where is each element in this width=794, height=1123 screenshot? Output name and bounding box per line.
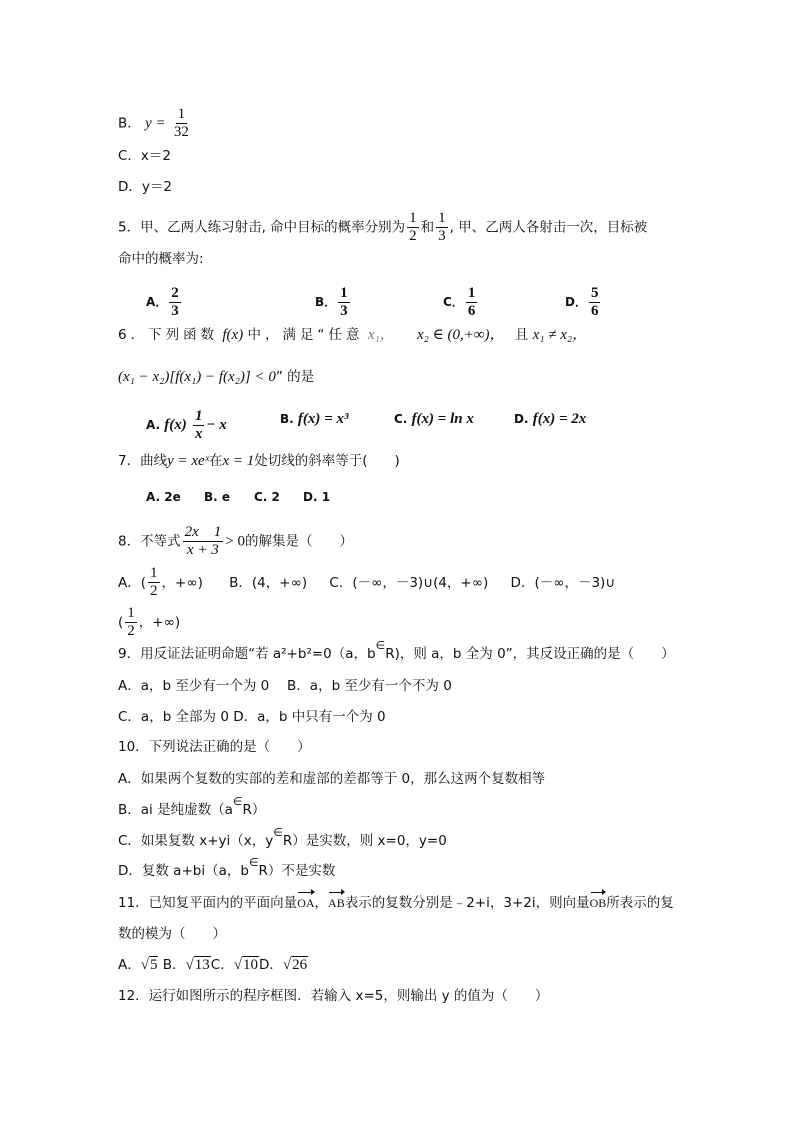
q5-option-b [315, 285, 352, 320]
vector-ab: AB [328, 896, 345, 910]
q8-options [118, 565, 615, 600]
denominator: 6 [590, 303, 599, 319]
q7-option-a: A. 2e [146, 490, 181, 504]
interval-text: ，+∞) [161, 574, 203, 591]
stem-text: 在 [208, 453, 223, 469]
fraction [125, 605, 137, 640]
option-text: R） [242, 802, 266, 818]
q7-stem [118, 452, 400, 470]
math-expr: > 0 [225, 533, 245, 550]
stem-text: 所表示的复 [606, 895, 674, 911]
sqrt-expr: √13 [185, 957, 210, 973]
math-expr: x = 1 [222, 453, 255, 469]
option-label: D. [514, 412, 529, 426]
denominator: 2 [409, 228, 417, 244]
q5-option-c [443, 285, 479, 320]
interval-text: ，+∞) [138, 614, 181, 631]
q7-option-d: D. 1 [303, 490, 331, 504]
math-expr: y = [145, 115, 166, 132]
q4-option-d: D．y＝2 [118, 179, 172, 195]
sqrt-expr: √10 [233, 957, 258, 973]
numerator: 1 [150, 565, 158, 581]
q9-options-cd: C．a，b 全部为 0 D．a，b 中只有一个为 0 [118, 709, 386, 725]
denominator: 3 [438, 228, 446, 244]
math-expr: f(x) [164, 417, 187, 433]
q6-condition [118, 368, 314, 386]
q8-option-d-cont [118, 605, 180, 640]
math-expr: x₁， [367, 327, 395, 343]
denominator: 3 [171, 303, 179, 319]
denominator: x [194, 426, 203, 442]
option-label: C. [394, 412, 408, 426]
element-of-symbol: ∈ [248, 856, 259, 869]
denominator: 2 [150, 583, 158, 599]
denominator: 2 [127, 623, 135, 639]
fraction [148, 565, 160, 600]
numerator: 1 [438, 210, 446, 226]
option-label: B． [118, 115, 141, 132]
denominator: 6 [467, 303, 476, 319]
sqrt-expr: √5 [140, 957, 158, 973]
stem-text: 9．用反证法证明命题“若 a²+b²=0（a，b [118, 646, 376, 662]
vector-ob: OB [589, 896, 607, 910]
fraction [172, 106, 191, 141]
q4-option-c: C．x＝2 [118, 148, 172, 164]
denominator: x + 3 [187, 542, 219, 558]
stem-text: 中，满足“任意 [247, 327, 364, 343]
radicand: 13 [194, 957, 210, 973]
stem-text: ， [314, 895, 329, 911]
element-of-symbol: ∈ [273, 826, 283, 839]
q9-options-ab: A．a，b 至少有一个为 0 B．a，b 至少有一个不为 0 [118, 678, 452, 694]
option-label: B． [158, 957, 186, 973]
q11-stem-cont: 数的模为（ ） [118, 926, 226, 942]
numerator: 1 [177, 106, 186, 122]
q8-stem [118, 524, 353, 559]
math-expr: f(x) [222, 327, 244, 343]
stem-text: 且 [514, 327, 529, 343]
numerator: 2 [171, 285, 179, 301]
math-expr: f(x) = x³ [297, 411, 349, 427]
stem-text: 的解集是（ ） [244, 533, 353, 550]
option-text: R）不是实数 [258, 863, 336, 879]
q5-stem [118, 210, 647, 245]
numerator: 1 [409, 210, 417, 226]
radicand: 10 [242, 957, 258, 973]
fraction [407, 210, 419, 245]
option-label: A. [146, 418, 161, 432]
stem-text: 5．甲、乙两人练习射击, 命中目标的概率分别为 [118, 219, 406, 236]
q5-option-d [565, 285, 602, 320]
q5-stem-cont: 命中的概率为: [118, 251, 204, 267]
q8-option-a [118, 565, 203, 599]
fraction [466, 285, 478, 320]
q8-option-c: C．(－∞，－3)∪(4，+∞) [329, 574, 489, 591]
q6-stem [118, 326, 587, 344]
stem-text: 和 [420, 219, 435, 236]
math-expr: f(x) = 2x [532, 411, 587, 427]
math-expr: y = xeˣ [167, 453, 209, 469]
numerator: 2x 1 [184, 524, 222, 540]
q6-option-c [394, 410, 474, 428]
stem-text: 11．已知复平面内的平面向量 [118, 895, 298, 911]
interval-text: ( [118, 614, 124, 631]
stem-text: 表示的复数分别是﹣2+i，3+2i，则向量 [344, 895, 590, 911]
q9-stem [118, 639, 675, 664]
radicand: 5 [149, 957, 158, 973]
q11-options [118, 956, 308, 974]
q6-option-a [146, 408, 227, 443]
denominator: 3 [340, 303, 348, 319]
fraction [338, 285, 350, 320]
stem-text: R)，则 a，b 全为 0”，其反设正确的是（ ） [385, 646, 675, 662]
option-label: B. [280, 412, 294, 426]
denominator: 32 [173, 124, 189, 140]
q5-option-a [146, 285, 183, 320]
math-expr: x₁ ≠ x₂， [532, 327, 588, 343]
q10-stem: 10．下列说法正确的是（ ） [118, 739, 311, 755]
stem-text: , 甲、乙两人各射击一次，目标被 [449, 219, 648, 236]
fraction [183, 524, 224, 559]
q12-stem: 12．运行如图所示的程序框图．若输入 x=5，则输出 y 的值为（ ） [118, 988, 549, 1004]
vector-oa: OA [297, 896, 315, 910]
q7-option-c: C. 2 [254, 490, 280, 504]
option-text: B．ai 是纯虚数（a [118, 802, 233, 818]
math-expr: x₂ ∈ (0,+∞)， [416, 327, 505, 343]
q8-option-b: B．(4，+∞) [229, 574, 308, 591]
stem-text: 7．曲线 [118, 453, 168, 469]
fraction [169, 285, 181, 320]
q6-option-b [280, 410, 348, 428]
q7-option-b: B. e [204, 490, 231, 504]
option-text: D．复数 a+bi（a，b [118, 863, 249, 879]
option-label: A． [118, 957, 141, 973]
stem-text: 处切线的斜率等于( ) [254, 453, 400, 469]
sqrt-expr: √26 [282, 957, 308, 973]
option-label: C． [210, 957, 234, 973]
numerator: 5 [590, 285, 599, 301]
stem-text: 8．不等式 [118, 533, 181, 550]
numerator: 1 [127, 605, 135, 621]
fraction [589, 285, 601, 320]
option-label: D． [565, 295, 587, 309]
option-label: C． [443, 295, 464, 309]
stem-text: 6．下列函数 [118, 327, 219, 343]
q10-option-c [118, 826, 447, 851]
q10-option-b [118, 795, 266, 820]
numerator: 1 [467, 285, 476, 301]
q6-option-d [514, 410, 586, 428]
option-label: A． [146, 295, 168, 309]
fraction [193, 408, 205, 443]
element-of-symbol: ∈ [375, 639, 386, 652]
q11-stem [118, 894, 674, 912]
fraction [436, 210, 448, 245]
element-of-symbol: ∈ [232, 795, 243, 808]
q10-option-a: A．如果两个复数的实部的差和虚部的差都等于 0，那么这两个复数相等 [118, 771, 546, 787]
option-text: R）是实数，则 x=0，y=0 [282, 833, 447, 849]
option-label: B． [315, 295, 337, 309]
q4-option-b [118, 106, 193, 141]
numerator: 1 [340, 285, 348, 301]
option-label: A．( [118, 574, 147, 591]
stem-text: ” 的是 [275, 369, 315, 385]
option-text: C．如果复数 x+yi（x，y [118, 833, 274, 849]
math-expr: (x₁ − x₂)[f(x₁) − f(x₂)] < 0 [118, 369, 276, 385]
numerator: 1 [194, 408, 203, 424]
radicand: 26 [292, 957, 308, 973]
option-label: D． [258, 957, 283, 973]
math-expr: − x [206, 417, 227, 433]
q8-option-d: D．(－∞，－3)∪ [510, 574, 616, 591]
q10-option-d [118, 856, 336, 881]
math-expr: f(x) = ln x [411, 411, 474, 427]
